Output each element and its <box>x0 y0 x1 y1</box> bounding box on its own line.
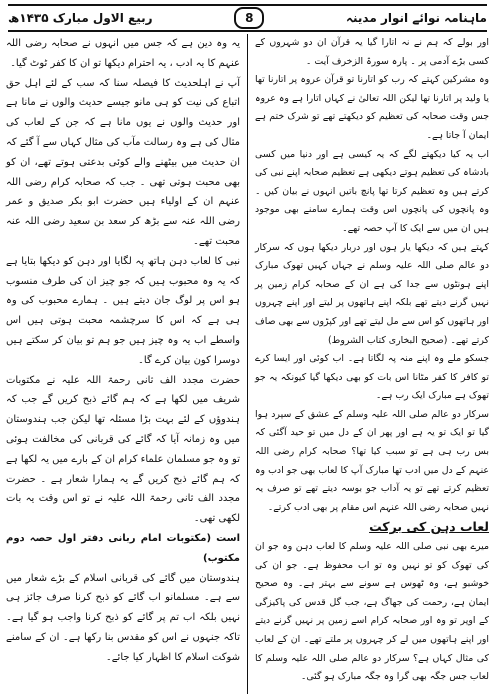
paragraph: وہ مشرکین کہتے کہ رب کو اتارنا تو قرآن عروہ پر اتارنا تھا یا ولید پر اتارنا تھا لیکن اللہ تعالیٰ نے کہاں اتارا ہے وہ عروہ جس وقت صحابہ کی تعظیم کو دیکھتے تھے تو شرک ختم ہے ایمان آ جاتا ہے۔ <box>255 74 489 141</box>
left-column <box>6 34 240 694</box>
column-divider <box>247 34 248 694</box>
paragraph: ہندوستان میں گائے کی قربانی اسلام کے بڑے شعار میں سے ہے۔ مسلمانو اب گائے کو ذبح کرنا صرف جائز ہی نہیں بلکہ اب تم پر گائے کو ذبح کرنا واجب ہو گیا ہے۔ تاکہ جنہوں نے اس کو مقدس بنا رکھا ہے۔ ان کے سامنے شوکت اسلام کا اظہار کیا جائے۔ <box>6 572 240 663</box>
paragraph: میرے بھی نبی صلی اللہ علیہ وسلم کا لعاب دہن وہ جو ان کی تھوک کو تو نہیں وہ تو اب محفوظ ہے۔ جو ان کی خوشبو ہے، وہ ٹھوس ہے سونے سے بہتر ہے۔ وہ صحیح ایمان ہے، رحمت کی جھاگ ہے، جب گل قدس کی پاکیزگی کے اوپر تو وہ اور صحابہ کرام اسے زمین پر نہیں گرنے دیتے اور اپنے ہاتھوں میں لے کر چہروں پر ملتے تھے۔ ان کے لعاب کی مثال کہاں ہے؟ سرکار دو عالم صلی اللہ علیہ وسلم کا لعاب جس جگہ بھی گرا وہ جگہ مبارک ہو گئی۔ <box>255 541 489 683</box>
issue-date: ربیع الاول مبارک ۱۴۳۵ھ <box>8 11 153 25</box>
paragraph: حضرت مجدد الف ثانی رحمۃ اللہ علیہ نے مکتوبات شریف میں لکھا ہے کہ ہم گائے ذبح کریں گے جب کہ ہندوؤں کے لئے بہت بڑا مسئلہ تھا لیکن جب ہندوستان میں وہ زمانہ آیا کہ گائے کی قربانی کی مخالفت ہوئی تو وہ جو مسلمان علماء کرام ان کے بارے میں یہ لکھا ہے کہ ہم گائے ذبح کریں گے یہ ہمارا شعار ہے ۔ حضرت مجدد الف ثانی رحمۃ اللہ علیہ نے تو اس وقت یہ بات لکھی تھی۔ <box>6 374 240 525</box>
paragraph: جسکو ملے وہ اپنے منہ پہ لگاتا ہے۔ اب کوئی اور ایسا کرے تو کافر کا کفر مٹانا اس بات کو بھی دیکھا گیا کیونکہ یہ جو تھوک ہے مبارک ایک رب ہے۔ <box>255 353 489 402</box>
page-header <box>8 4 487 32</box>
paragraph: اور بولے کہ ہم نے نہ اتارا گیا یہ قرآن ان دو شہروں کے کسی بڑے آدمی پر ۔ پارہ سورۃ الزخرف آیت ۔ <box>255 37 489 67</box>
section-heading: لعاب دہن کی برکت <box>369 519 489 535</box>
paragraph: نبی کا لعاب دہن ہاتھ پہ لگایا اور دہن کو دیکھا بتایا ہے کہ یہ وہ محبوب ہیں کہ جو چیز ان کی طرف منسوب ہو اس پر لوگ جان دیتے ہیں ۔ ہمارے محبوب کی وہ ہی ہے کہ اس کا سرچشمہ محبت ہوتی ہیں اس واسطے اب یہ وہ چیز ہیں جو ہم تو بیان کر سکتے ہیں دوسرا کون بیان کرے گا۔ <box>6 255 240 366</box>
paragraph: یہ وہ دین ہے کہ جس میں انہوں نے صحابہ رضی اللہ عنہم کا یہ ادب ، یہ احترام دیکھا تو ان کا کفر ٹوٹ گیا۔ <box>6 38 240 69</box>
right-column <box>255 34 489 694</box>
paragraph: آپ نے اہلحدیث کا فیصلہ سنا کہ سب کے لئے اہل حق اتباع کی نیت کو ہی مانو جیسے حدیث والوں نے مانا ہے اور حدیث والوں نے یوں مانا ہے کہ جن کے لعاب کی مثال کی ہے وہ رسالت مآب کی مثال کہاں سے آ گئے کہ ان حدیث میں بیٹھنے والے کوئی بدعتی ہوتے تھے، ان کو بھی محبت ہوتی تھی ۔ جب کہ صحابہ کرام رضی اللہ عنہم ان کے اولیاء ہیں حضرت ابو بکر صدیق و عمر رضی اللہ عنہ سے بڑھ کر سعد بن سعید رضی اللہ عنہ محبت تھے۔ <box>6 77 240 247</box>
paragraph: کہتے ہیں کہ دیکھا یار ہوں اور دربار دیکھا ہوں کہ سرکار دو عالم صلی اللہ علیہ وسلم نے جہاں کہیں تھوک مبارک اپنے ہونٹوں سے جدا کی ہے ان کے صحابہ کرام زمین پر نہیں گرنے دیتے تھے بلکہ اپنے ہاتھوں پر لیتے اور اپنے چہروں اور ہاتھوں کو اس سے مل لیتے تھے اور کپڑوں سے بھی صاف کرتے تھے۔ (صحیح البخاری کتاب الشروط) <box>255 241 489 346</box>
citation: است (مکتوبات امام ربانی دفتر اول حصہ دوم مکتوب) <box>6 532 240 564</box>
paragraph: اب یہ کیا دیکھتے لگے کہ یہ کیسی ہے اور دنیا میں کسی بادشاہ کی تعظیم ہوتے دیکھی ہے تعظیم صحابہ اپنے نبی کی کرتے ہیں وہ تعظیم کرتا تھا پانچ باتیں انہوں نے بیان کیں ۔ وہ پانچوں کی پانچوں اس وقت ہمارے سامنے بھی موجود ہیں ان میں سے ایک کا آپ حصہ تھے۔ <box>255 148 489 234</box>
magazine-title: ماہنامہ نوائے انوار مدینہ <box>345 11 487 25</box>
page-number-badge: 8 <box>234 7 264 29</box>
paragraph: سرکار دو عالم صلی اللہ علیہ وسلم کے عشق کے سپرد ہوا گیا تو ایک تو یہ ہے اور پھر ان کے دل میں تو حید آگئی کہ بس رب ہی ہے تو سبب کیا تھا؟ صحابہ کرام رضی اللہ عنہم کے دل میں ادب تھا مبارک آپ کا لعاب بھی جو ادب وہ تعظیم کرتے تھے تو یہ آداب جو بوسہ دیتے تھے تو صرف یہ نہیں صحابہ رضی اللہ عنہم اس مقام پر بھی ادب کرتے۔ <box>255 408 489 513</box>
